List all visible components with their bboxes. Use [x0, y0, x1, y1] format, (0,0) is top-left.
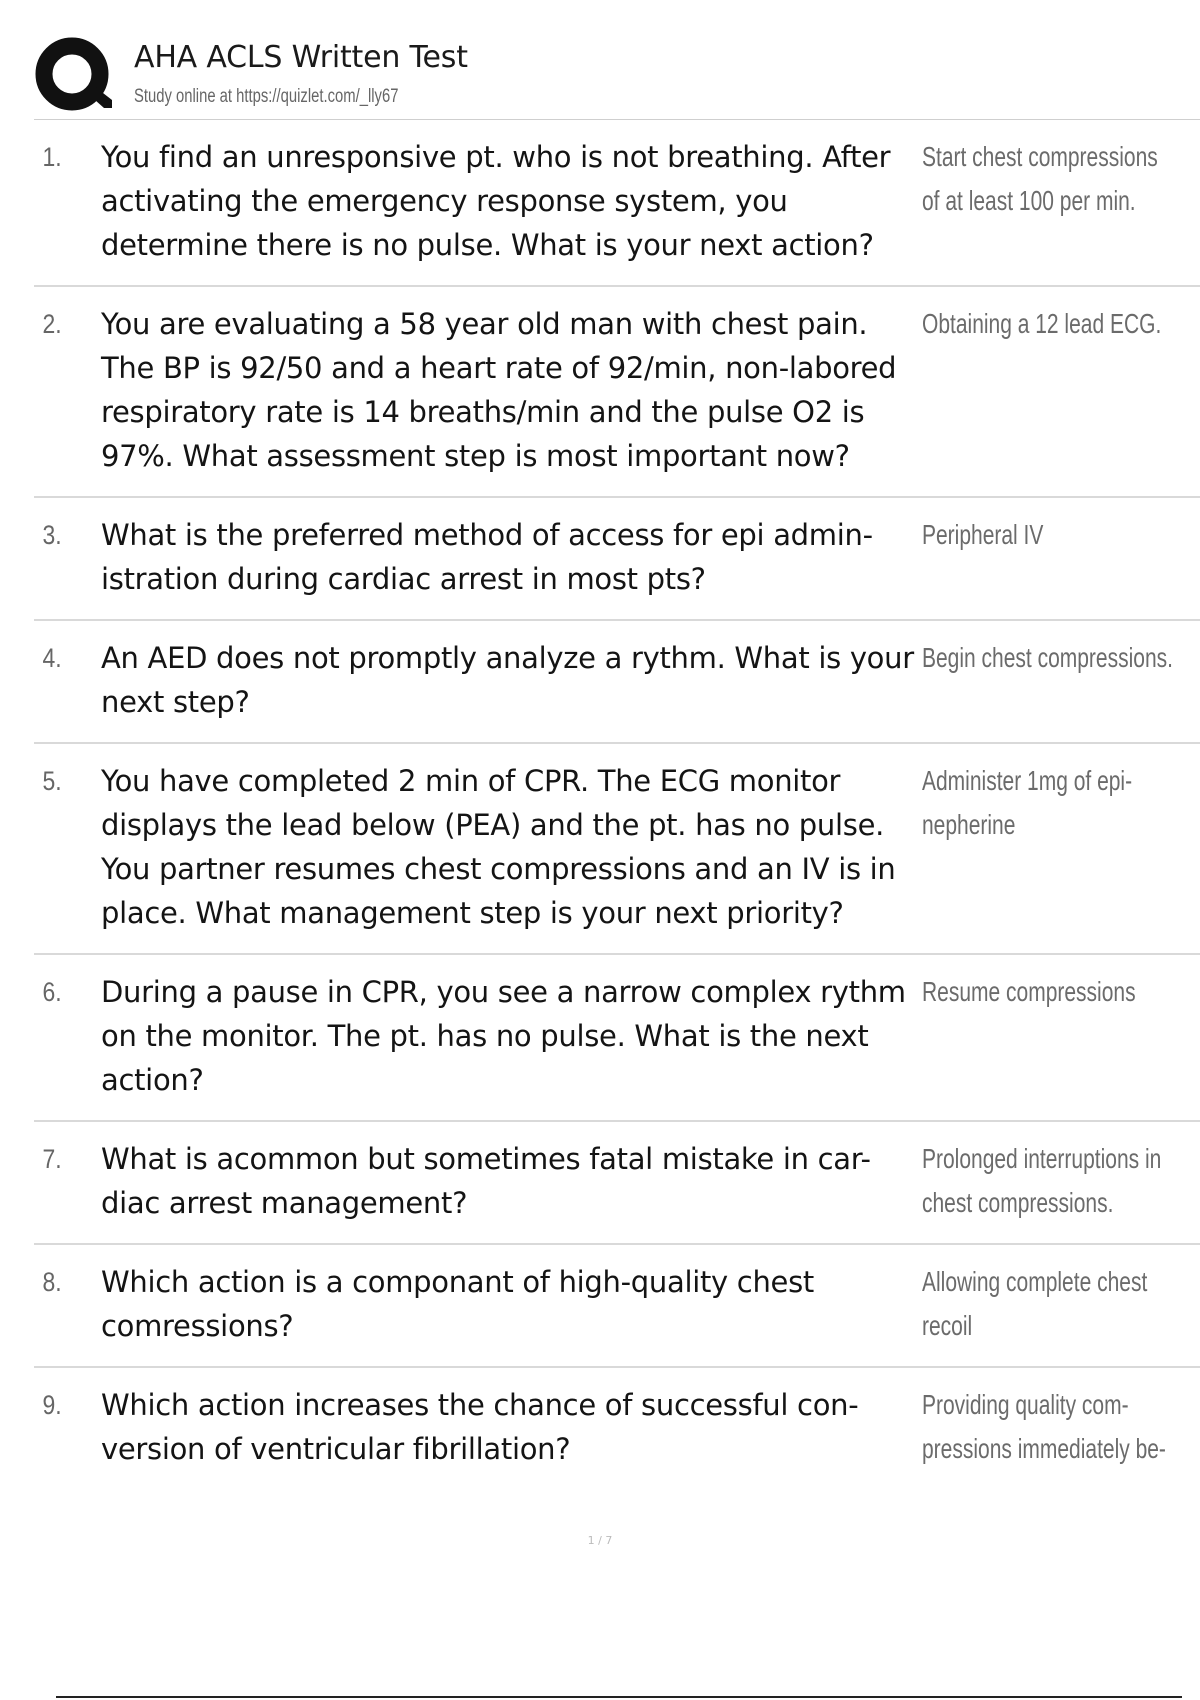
card-number: 3.: [42, 520, 62, 550]
card-question: You are evaluating a 58 year old man with chest pain. The BP is 92/50 and a heart rate of 92/min, non-labored respiratory rate is 14 breaths/min and the pulse O2 is 97%. What assessment step is most important now?: [101, 307, 897, 473]
card-question: Which action is a componant of high-quality chest comressions?: [101, 1265, 814, 1343]
card-answer-line: of at least 100 per min.: [922, 185, 1136, 216]
card-question: During a pause in CPR, you see a narrow complex rythm on the monitor. The pt. has no pulse. What is the next action?: [101, 975, 906, 1097]
card-number: 7.: [42, 1144, 62, 1174]
quizlet-logo-icon: [34, 36, 114, 116]
card-answer-line: nepherine: [922, 809, 1016, 840]
card-number: 4.: [42, 643, 62, 673]
card-number: 1.: [42, 142, 62, 172]
card-answer-line: Resume compressions: [922, 976, 1136, 1007]
card-answer-line: Start chest compressions: [922, 141, 1158, 172]
card-answer: [919, 135, 1158, 267]
card-answer: [919, 1383, 1166, 1471]
card-question: An AED does not promptly analyze a rythm. What is your next step?: [101, 641, 914, 719]
card-answer-line: chest compressions.: [922, 1187, 1114, 1218]
card-number: 9.: [42, 1390, 62, 1420]
flashcard-row: [34, 287, 1200, 498]
flashcard-row: [34, 955, 1200, 1122]
card-answer: [919, 1137, 1161, 1225]
flashcard-row: [34, 1122, 1200, 1245]
flashcard-row: [34, 1368, 1200, 1489]
card-answer: [919, 302, 1161, 478]
flashcard-row: [34, 120, 1200, 287]
card-answer-line: Providing quality com-: [922, 1389, 1129, 1420]
card-answer: [919, 1260, 1147, 1348]
card-question: Which action increases the chance of successful con-version of ventricular fibrillation?: [101, 1388, 859, 1466]
card-number: 2.: [42, 309, 62, 339]
card-answer-line: recoil: [922, 1310, 973, 1341]
card-question: What is acommon but sometimes fatal mistake in car-diac arrest management?: [101, 1142, 871, 1220]
flashcard-row: [34, 744, 1200, 955]
card-answer: [919, 759, 1132, 935]
card-number: 6.: [42, 977, 62, 1007]
card-answer-line: Allowing complete chest: [922, 1266, 1148, 1297]
card-answer: [919, 636, 1173, 724]
card-answer-line: Peripheral IV: [922, 519, 1044, 550]
document-title: AHA ACLS Written Test: [134, 40, 468, 75]
flashcard-row: [34, 1245, 1200, 1368]
card-answer-line: Prolonged interruptions in: [922, 1143, 1162, 1174]
flashcard-list: [34, 120, 1200, 1489]
card-answer-line: Administer 1mg of epi-: [922, 765, 1133, 796]
bottom-rule: [56, 1696, 1182, 1698]
document-header: [34, 36, 1200, 120]
card-answer: [919, 970, 1136, 1102]
card-question: You have completed 2 min of CPR. The ECG monitor displays the lead below (PEA) and the pt. has no pulse. You partner resumes chest compressions and an IV is in place. What management step is your next priority?: [101, 764, 896, 930]
card-answer-line: Obtaining a 12 lead ECG.: [922, 308, 1162, 339]
card-number: 8.: [42, 1267, 62, 1297]
card-number: 5.: [42, 766, 62, 796]
flashcard-row: [34, 621, 1200, 744]
study-link-text: Study online at https://quizlet.com/_lly67: [134, 86, 399, 107]
card-answer: [919, 513, 1130, 601]
flashcard-row: [34, 498, 1200, 621]
card-question: You find an unresponsive pt. who is not breathing. After activating the emergency response system, you determine there is no pulse. What is your next action?: [101, 140, 891, 262]
card-answer-line: Begin chest compressions.: [922, 642, 1173, 673]
card-question: What is the preferred method of access for epi admin-istration during cardiac arrest in most pts?: [101, 518, 873, 596]
page-number: 1 / 7: [587, 1534, 613, 1547]
card-answer-line: pressions immediately be-: [922, 1433, 1166, 1464]
